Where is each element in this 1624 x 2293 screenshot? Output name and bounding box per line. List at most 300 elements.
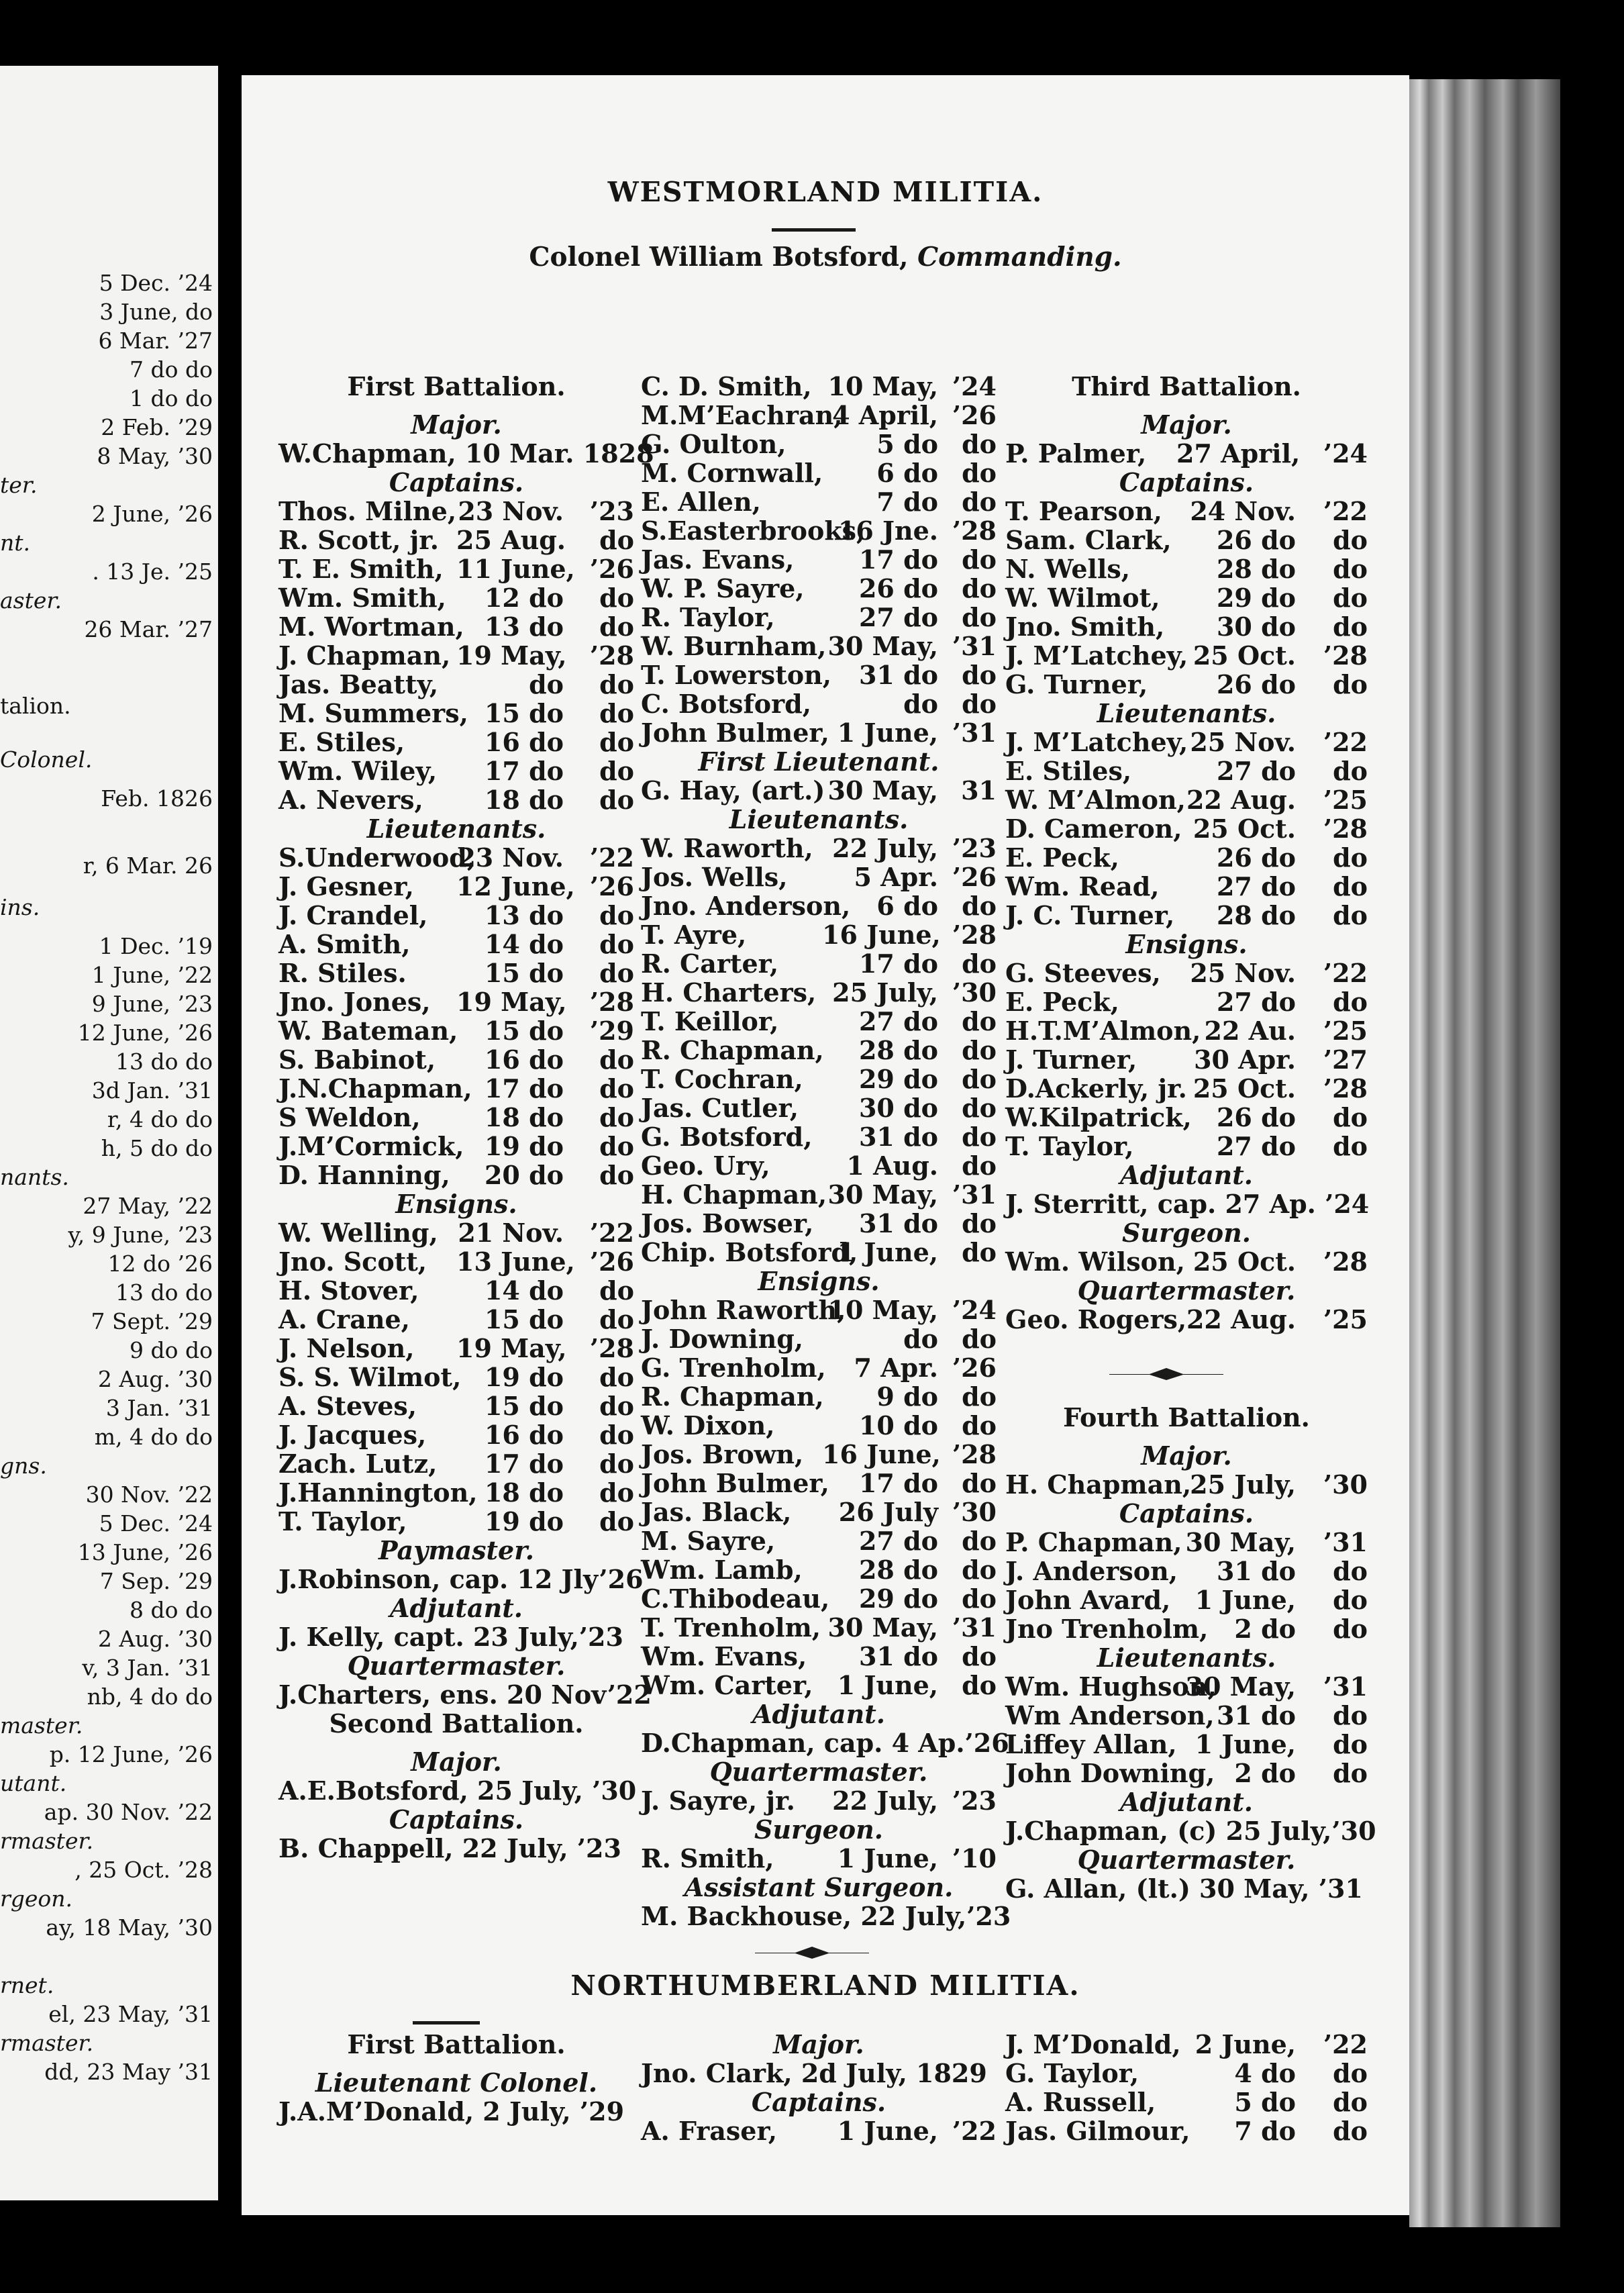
- officer-entry: [278, 930, 634, 959]
- commission-year: do: [599, 583, 634, 613]
- commission-date: 2 June,: [1195, 2029, 1296, 2059]
- officer-name: John Avard,: [1005, 1585, 1171, 1615]
- commission-date: 14 do: [484, 1275, 564, 1306]
- commission-year: ’28: [952, 920, 997, 950]
- commission-date: 22 July,: [832, 1786, 938, 1816]
- rank-heading: Major.: [411, 409, 502, 440]
- commission-year: do: [1333, 1729, 1368, 1759]
- officer-entry: [1005, 1614, 1368, 1643]
- officer-name: N. Wells,: [1005, 554, 1131, 584]
- commission-year: ’28: [589, 1333, 634, 1363]
- commission-date: 25 Oct.: [1192, 1073, 1296, 1104]
- commission-date: 5 Apr.: [854, 862, 938, 892]
- commission-year: do: [599, 525, 634, 555]
- commission-date: 27 do: [858, 602, 938, 632]
- officer-name: J. Gesner,: [278, 871, 414, 901]
- officer-entry: [278, 1276, 634, 1305]
- commission-year: 31: [961, 775, 997, 806]
- commission-date: 31 do: [1216, 1556, 1296, 1586]
- facing-page-line: h, 5 do do: [101, 1135, 213, 1161]
- rank-heading: Surgeon.: [1121, 1218, 1252, 1248]
- officer-name: T. Taylor,: [278, 1506, 407, 1536]
- commission-date: 25 Oct.: [1192, 1247, 1296, 1277]
- commission-date: 25 Nov.: [1190, 958, 1296, 988]
- officer-entry: [278, 1132, 634, 1161]
- officer-entry: [278, 1016, 634, 1045]
- officer-name: P. Chapman,: [1005, 1527, 1182, 1557]
- commission-date: 25 Oct.: [1192, 814, 1296, 844]
- commission-date: 2 do: [1234, 1758, 1296, 1788]
- commission-year: ’22: [1323, 958, 1368, 988]
- commission-date: 5 do: [1234, 2087, 1296, 2117]
- officer-entry: [278, 554, 634, 583]
- commission-year: do: [599, 1477, 634, 1508]
- commission-year: ’22: [589, 1218, 634, 1248]
- fourth-battalion-ornament: [1109, 1368, 1223, 1380]
- commission-date: 31 do: [858, 660, 938, 690]
- officer-name: Jno. Scott,: [278, 1247, 427, 1277]
- officer-entry: [641, 661, 997, 689]
- officer-name: T. Pearson,: [1005, 496, 1162, 526]
- rank-heading: Ensigns.: [395, 1189, 517, 1219]
- commission-date: 30 May,: [1185, 1527, 1296, 1557]
- commission-year: do: [962, 948, 997, 979]
- battalion-heading: Second Battalion.: [329, 1708, 584, 1739]
- commission-year: do: [599, 669, 634, 699]
- facing-page-line: m, 4 do do: [94, 1424, 213, 1450]
- commission-date: 27 do: [858, 1526, 938, 1556]
- commission-year: do: [1333, 583, 1368, 613]
- officer-entry: [641, 1555, 997, 1584]
- commission-date: 12 June,: [456, 871, 575, 901]
- officer-name: Jas. Evans,: [641, 544, 795, 575]
- commission-date: 17 do: [484, 1073, 564, 1104]
- officer-name: S.Underwood,: [278, 842, 476, 873]
- commission-date: 18 do: [484, 1477, 564, 1508]
- officer-name: E. Peck,: [1005, 987, 1119, 1017]
- commander-role: Commanding.: [917, 242, 1122, 273]
- commission-year: ’28: [1323, 814, 1368, 844]
- commission-date: 16 do: [484, 727, 564, 757]
- commission-date: 21 Nov.: [458, 1218, 564, 1248]
- officer-entry: [278, 1218, 634, 1247]
- facing-page-line: nt.: [0, 530, 31, 556]
- officer-name: M. Wortman,: [278, 612, 464, 642]
- officer-entry: J. Kelly, capt. 23 July,’23: [278, 1622, 623, 1652]
- rank-heading: Ensigns.: [758, 1266, 880, 1296]
- commission-year: ’27: [1323, 1044, 1368, 1075]
- facing-page-line: 7 Sept. ’29: [91, 1308, 213, 1334]
- facing-page-line: 5 Dec. ’24: [99, 270, 213, 296]
- commission-year: do: [962, 1035, 997, 1065]
- officer-entry: [1005, 439, 1368, 468]
- commission-date: 28 do: [1216, 900, 1296, 930]
- commission-year: ’23: [952, 1786, 997, 1816]
- commission-year: ’28: [952, 516, 997, 546]
- commission-date: 13 do: [484, 900, 564, 930]
- officer-entry: [278, 987, 634, 1016]
- officer-name: Jos. Wells,: [641, 862, 788, 892]
- commission-date: 26 do: [858, 573, 938, 603]
- commission-year: do: [1333, 842, 1368, 873]
- officer-name: J.M’Cormick,: [278, 1131, 464, 1161]
- officer-entry: [278, 699, 634, 728]
- officer-entry: [278, 1045, 634, 1074]
- officer-name: R. Stiles.: [278, 958, 407, 988]
- officer-entry: [641, 1844, 997, 1873]
- officer-entry: [641, 978, 997, 1007]
- commission-year: do: [962, 1006, 997, 1036]
- commission-year: do: [962, 660, 997, 690]
- commission-year: do: [599, 698, 634, 728]
- officer-name: S Weldon,: [278, 1102, 421, 1132]
- commission-date: 15 do: [484, 1391, 564, 1421]
- commission-date: 5 do: [876, 429, 938, 459]
- officer-entry: [1005, 2059, 1368, 2088]
- commission-year: ’22: [952, 2116, 997, 2146]
- officer-name: P. Palmer,: [1005, 438, 1147, 469]
- officer-entry: [278, 1392, 634, 1420]
- officer-entry: B. Chappell, 22 July, ’23: [278, 1833, 621, 1863]
- commission-year: do: [962, 1381, 997, 1412]
- commission-year: ’26: [952, 1353, 997, 1383]
- officer-entry: [1005, 641, 1368, 670]
- battalion-rule: [413, 2021, 480, 2024]
- officer-entry: [641, 1093, 997, 1122]
- commission-date: 15 do: [484, 1016, 564, 1046]
- officer-name: G. Oulton,: [641, 429, 786, 459]
- officer-entry: [278, 1478, 634, 1507]
- officer-name: A. Nevers,: [278, 785, 423, 815]
- commission-year: do: [1333, 987, 1368, 1017]
- officer-name: R. Chapman,: [641, 1035, 824, 1065]
- officer-name: G. Trenholm,: [641, 1353, 826, 1383]
- commission-date: 19 do: [484, 1362, 564, 1392]
- officer-entry: J.Charters, ens. 20 Nov’22: [278, 1679, 652, 1710]
- facing-page-line: nb, 4 do do: [87, 1684, 213, 1710]
- commission-date: 25 Nov.: [1190, 727, 1296, 757]
- officer-entry: [641, 891, 997, 920]
- officer-name: J. Downing,: [641, 1324, 803, 1354]
- commission-year: ’28: [1323, 1247, 1368, 1277]
- officer-entry: [278, 1305, 634, 1334]
- facing-page-line: aster.: [0, 587, 62, 614]
- commission-date: 7 Apr.: [854, 1353, 938, 1383]
- officer-name: E. Allen,: [641, 487, 761, 517]
- officer-entry: [1005, 612, 1368, 641]
- commission-date: 22 Aug.: [1186, 1304, 1296, 1334]
- commission-date: 13 June,: [456, 1247, 575, 1277]
- officer-entry: [1005, 1730, 1368, 1759]
- facing-page-line: r, 6 Mar. 26: [83, 852, 213, 879]
- commission-date: 2 do: [1234, 1614, 1296, 1644]
- commission-year: do: [1333, 612, 1368, 642]
- rank-heading: Adjutant.: [1119, 1160, 1253, 1190]
- commission-year: do: [599, 785, 634, 815]
- commission-date: 17 do: [484, 756, 564, 786]
- commission-date: 25 Oct.: [1192, 640, 1296, 671]
- facing-page-line: rmaster.: [0, 1828, 94, 1854]
- commission-year: do: [1333, 1614, 1368, 1644]
- officer-name: J. M’Latchey,: [1005, 640, 1188, 671]
- facing-page-line: 1 June, ’22: [91, 962, 213, 988]
- commission-year: ’24: [952, 371, 997, 401]
- officer-name: S.Easterbrooks,: [641, 516, 866, 546]
- commission-year: do: [962, 1324, 997, 1354]
- officer-entry: [1005, 1074, 1368, 1103]
- officer-name: G. Turner,: [1005, 669, 1148, 699]
- officer-entry: A.E.Botsford, 25 July, ’30: [278, 1775, 637, 1806]
- commission-date: 25 July,: [1190, 1469, 1296, 1500]
- commission-date: 22 Au.: [1204, 1016, 1296, 1046]
- commission-date: 27 do: [858, 1006, 938, 1036]
- commission-date: 22 Aug.: [1186, 785, 1296, 815]
- officer-name: Jos. Bowser,: [641, 1208, 814, 1238]
- commission-date: 9 do: [876, 1381, 938, 1412]
- commission-date: 1 June,: [1195, 1585, 1296, 1615]
- officer-name: D. Hanning,: [278, 1160, 450, 1190]
- officer-entry: [641, 1498, 997, 1526]
- officer-entry: [641, 487, 997, 516]
- battalion-heading: First Battalion.: [347, 2029, 566, 2059]
- officer-entry: [641, 1526, 997, 1555]
- officer-entry: [1005, 872, 1368, 901]
- commission-date: 27 April,: [1176, 438, 1301, 469]
- commission-year: do: [599, 1102, 634, 1132]
- facing-page-line: 12 do ’26: [107, 1251, 213, 1277]
- officer-entry: [1005, 1045, 1368, 1074]
- commission-year: do: [599, 756, 634, 786]
- officer-name: Geo. Rogers,: [1005, 1304, 1187, 1334]
- officer-entry: [1005, 843, 1368, 872]
- rank-heading: Captains.: [389, 1804, 524, 1835]
- facing-page-line: 7 do do: [130, 356, 213, 383]
- rank-heading: Assistant Surgeon.: [684, 1872, 954, 1902]
- commission-year: ’30: [1323, 1469, 1368, 1500]
- commission-date: 31 do: [1216, 1700, 1296, 1730]
- officer-name: G. Taylor,: [1005, 2058, 1139, 2088]
- commission-date: 19 May,: [456, 640, 567, 671]
- officer-name: E. Stiles,: [278, 727, 405, 757]
- officer-name: John Bulmer,: [641, 718, 829, 748]
- officer-entry: [1005, 959, 1368, 987]
- commission-year: do: [599, 1044, 634, 1075]
- book-page-edges: [1409, 79, 1560, 2227]
- facing-page-line: 5 Dec. ’24: [99, 1510, 213, 1536]
- officer-name: John Bulmer,: [641, 1468, 829, 1498]
- commission-date: 27 do: [1216, 871, 1296, 901]
- commission-year: do: [1333, 900, 1368, 930]
- commission-date: 16 June,: [822, 920, 941, 950]
- rank-heading: Major.: [1141, 1441, 1232, 1471]
- commission-date: 26 do: [1216, 669, 1296, 699]
- commission-year: ’22: [1323, 727, 1368, 757]
- commission-year: ’30: [952, 1497, 997, 1527]
- officer-entry: [278, 1449, 634, 1478]
- officer-name: W. Wilmot,: [1005, 583, 1160, 613]
- facing-page-line: p. 12 June, ’26: [49, 1741, 213, 1767]
- commission-year: do: [962, 1641, 997, 1671]
- officer-name: M.M’Eachran,: [641, 400, 843, 430]
- commission-year: ’23: [589, 496, 634, 526]
- officer-name: Wm. Carter,: [641, 1670, 813, 1700]
- commission-year: ’31: [952, 1612, 997, 1643]
- officer-name: S. S. Wilmot,: [278, 1362, 462, 1392]
- commission-year: ’26: [589, 871, 634, 901]
- officer-name: W. Welling,: [278, 1218, 438, 1248]
- officer-name: A. Steves,: [278, 1391, 417, 1421]
- facing-page-line: rgeon.: [0, 1886, 73, 1912]
- commission-date: 28 do: [858, 1555, 938, 1585]
- rank-heading: Major.: [411, 1747, 502, 1777]
- commission-year: do: [599, 958, 634, 988]
- officer-entry: [1005, 526, 1368, 554]
- commission-year: do: [962, 1122, 997, 1152]
- commission-date: 7 do: [1234, 2116, 1296, 2146]
- officer-entry: J. Sterritt, cap. 27 Ap. ’24: [1005, 1189, 1370, 1219]
- commission-date: 27 do: [1216, 756, 1296, 786]
- commission-year: ’26: [952, 400, 997, 430]
- commission-year: do: [962, 1093, 997, 1123]
- facing-page-line: 13 June, ’26: [77, 1539, 213, 1565]
- rank-heading: Quartermaster.: [709, 1757, 928, 1787]
- commission-date: 27 do: [1216, 1131, 1296, 1161]
- book-page: [242, 75, 1409, 2215]
- officer-name: Wm. Lamb,: [641, 1555, 803, 1585]
- commission-date: do: [529, 669, 564, 699]
- commission-date: 29 do: [1216, 583, 1296, 613]
- commission-year: ’28: [1323, 1073, 1368, 1104]
- officer-entry: [641, 372, 997, 401]
- facing-page-line: v, 3 Jan. ’31: [82, 1655, 213, 1681]
- officer-name: Liffey Allan,: [1005, 1729, 1177, 1759]
- officer-entry: [1005, 2116, 1368, 2145]
- facing-page-line: 12 June, ’26: [77, 1020, 213, 1046]
- commission-year: ’23: [952, 833, 997, 863]
- commission-date: 7 do: [876, 487, 938, 517]
- facing-page-line: 7 Sep. ’29: [99, 1568, 213, 1594]
- commission-year: do: [1333, 554, 1368, 584]
- officer-entry: [641, 2116, 997, 2145]
- officer-name: Thos. Milne,: [278, 496, 457, 526]
- commission-year: do: [962, 458, 997, 488]
- officer-name: Jos. Brown,: [641, 1439, 804, 1469]
- officer-entry: [1005, 1759, 1368, 1788]
- commission-date: 22 July,: [832, 833, 938, 863]
- commission-year: ’26: [589, 554, 634, 584]
- facing-page-line: 2 Feb. ’29: [101, 414, 213, 440]
- officer-name: Jas. Cutler,: [641, 1093, 799, 1123]
- officer-entry: [641, 401, 997, 430]
- rank-heading: Major.: [773, 2029, 864, 2059]
- officer-entry: [1005, 1470, 1368, 1499]
- officer-name: T. Lowerston,: [641, 660, 831, 690]
- commission-date: 30 May,: [827, 631, 938, 661]
- facing-page-line: 1 do do: [130, 385, 213, 411]
- officer-entry: [641, 574, 997, 603]
- officer-entry: [641, 718, 997, 747]
- officer-name: Jas. Beatty,: [278, 669, 439, 699]
- commission-year: ’25: [1323, 1304, 1368, 1334]
- commission-year: ’22: [1323, 2029, 1368, 2059]
- facing-page-line: dd, 23 May ’31: [44, 2059, 213, 2085]
- officer-name: D. Cameron,: [1005, 814, 1182, 844]
- commission-year: do: [1333, 1758, 1368, 1788]
- officer-name: A. Fraser,: [641, 2116, 777, 2146]
- officer-entry: [278, 901, 634, 930]
- commission-year: do: [1333, 2058, 1368, 2088]
- commission-year: ’28: [952, 1439, 997, 1469]
- officer-entry: [641, 632, 997, 661]
- commission-date: 16 June,: [822, 1439, 941, 1469]
- facing-page-line: rmaster.: [0, 2030, 94, 2056]
- facing-page-line: ter.: [0, 472, 38, 498]
- commission-year: do: [1333, 1585, 1368, 1615]
- commission-year: do: [599, 1420, 634, 1450]
- commission-date: 24 Nov.: [1190, 496, 1296, 526]
- commission-date: 23 Nov.: [458, 496, 564, 526]
- commission-date: 1 June,: [837, 1843, 938, 1873]
- officer-entry: [1005, 1305, 1368, 1334]
- officer-entry: [1005, 2030, 1368, 2059]
- commission-year: do: [1333, 669, 1368, 699]
- commission-date: 16 do: [484, 1044, 564, 1075]
- commission-date: 26 do: [1216, 842, 1296, 873]
- commission-date: 29 do: [858, 1583, 938, 1614]
- officer-name: A. Crane,: [278, 1304, 410, 1334]
- officer-name: John Raworth,: [641, 1295, 846, 1325]
- facing-page-line: 26 Mar. ’27: [84, 616, 213, 642]
- commission-year: do: [962, 573, 997, 603]
- officer-name: J. Jacques,: [278, 1420, 427, 1450]
- rank-heading: Captains.: [1119, 1498, 1254, 1528]
- commission-year: ’28: [1323, 640, 1368, 671]
- commission-year: ’28: [589, 987, 634, 1017]
- officer-name: J. M’Donald,: [1005, 2029, 1181, 2059]
- officer-entry: [641, 1353, 997, 1382]
- commission-date: 18 do: [484, 1102, 564, 1132]
- rank-heading: Ensigns.: [1125, 929, 1248, 959]
- commission-date: do: [903, 1324, 938, 1354]
- officer-name: J. Anderson,: [1005, 1556, 1178, 1586]
- commission-date: 1 June,: [837, 2116, 938, 2146]
- commission-date: 30 May,: [827, 775, 938, 806]
- officer-name: T. E. Smith,: [278, 554, 444, 584]
- commission-date: 19 do: [484, 1506, 564, 1536]
- officer-entry: [1005, 554, 1368, 583]
- facing-page-line: 2 Aug. ’30: [97, 1366, 213, 1392]
- officer-entry: [1005, 583, 1368, 612]
- officer-entry: [641, 949, 997, 978]
- facing-page-line: , 25 Oct. ’28: [74, 1857, 213, 1883]
- rank-heading: Adjutant.: [752, 1699, 885, 1729]
- officer-entry: Jno. Clark, 2d July, 1829: [641, 2058, 987, 2088]
- rank-heading: Lieutenants.: [1097, 698, 1276, 728]
- officer-name: Wm Anderson,: [1005, 1700, 1215, 1730]
- officer-name: C. D. Smith,: [641, 371, 812, 401]
- facing-page-line: 3d Jan. ’31: [91, 1077, 213, 1104]
- officer-entry: [278, 757, 634, 785]
- commission-year: do: [962, 1064, 997, 1094]
- officer-entry: [641, 1007, 997, 1036]
- officer-name: H. Charters,: [641, 977, 817, 1008]
- commission-year: do: [1333, 2087, 1368, 2117]
- title-rule: [772, 228, 856, 232]
- commission-date: 14 do: [484, 929, 564, 959]
- officer-name: A. Smith,: [278, 929, 411, 959]
- battalion-heading: Fourth Battalion.: [1063, 1402, 1310, 1432]
- commission-date: 10 May,: [827, 1295, 938, 1325]
